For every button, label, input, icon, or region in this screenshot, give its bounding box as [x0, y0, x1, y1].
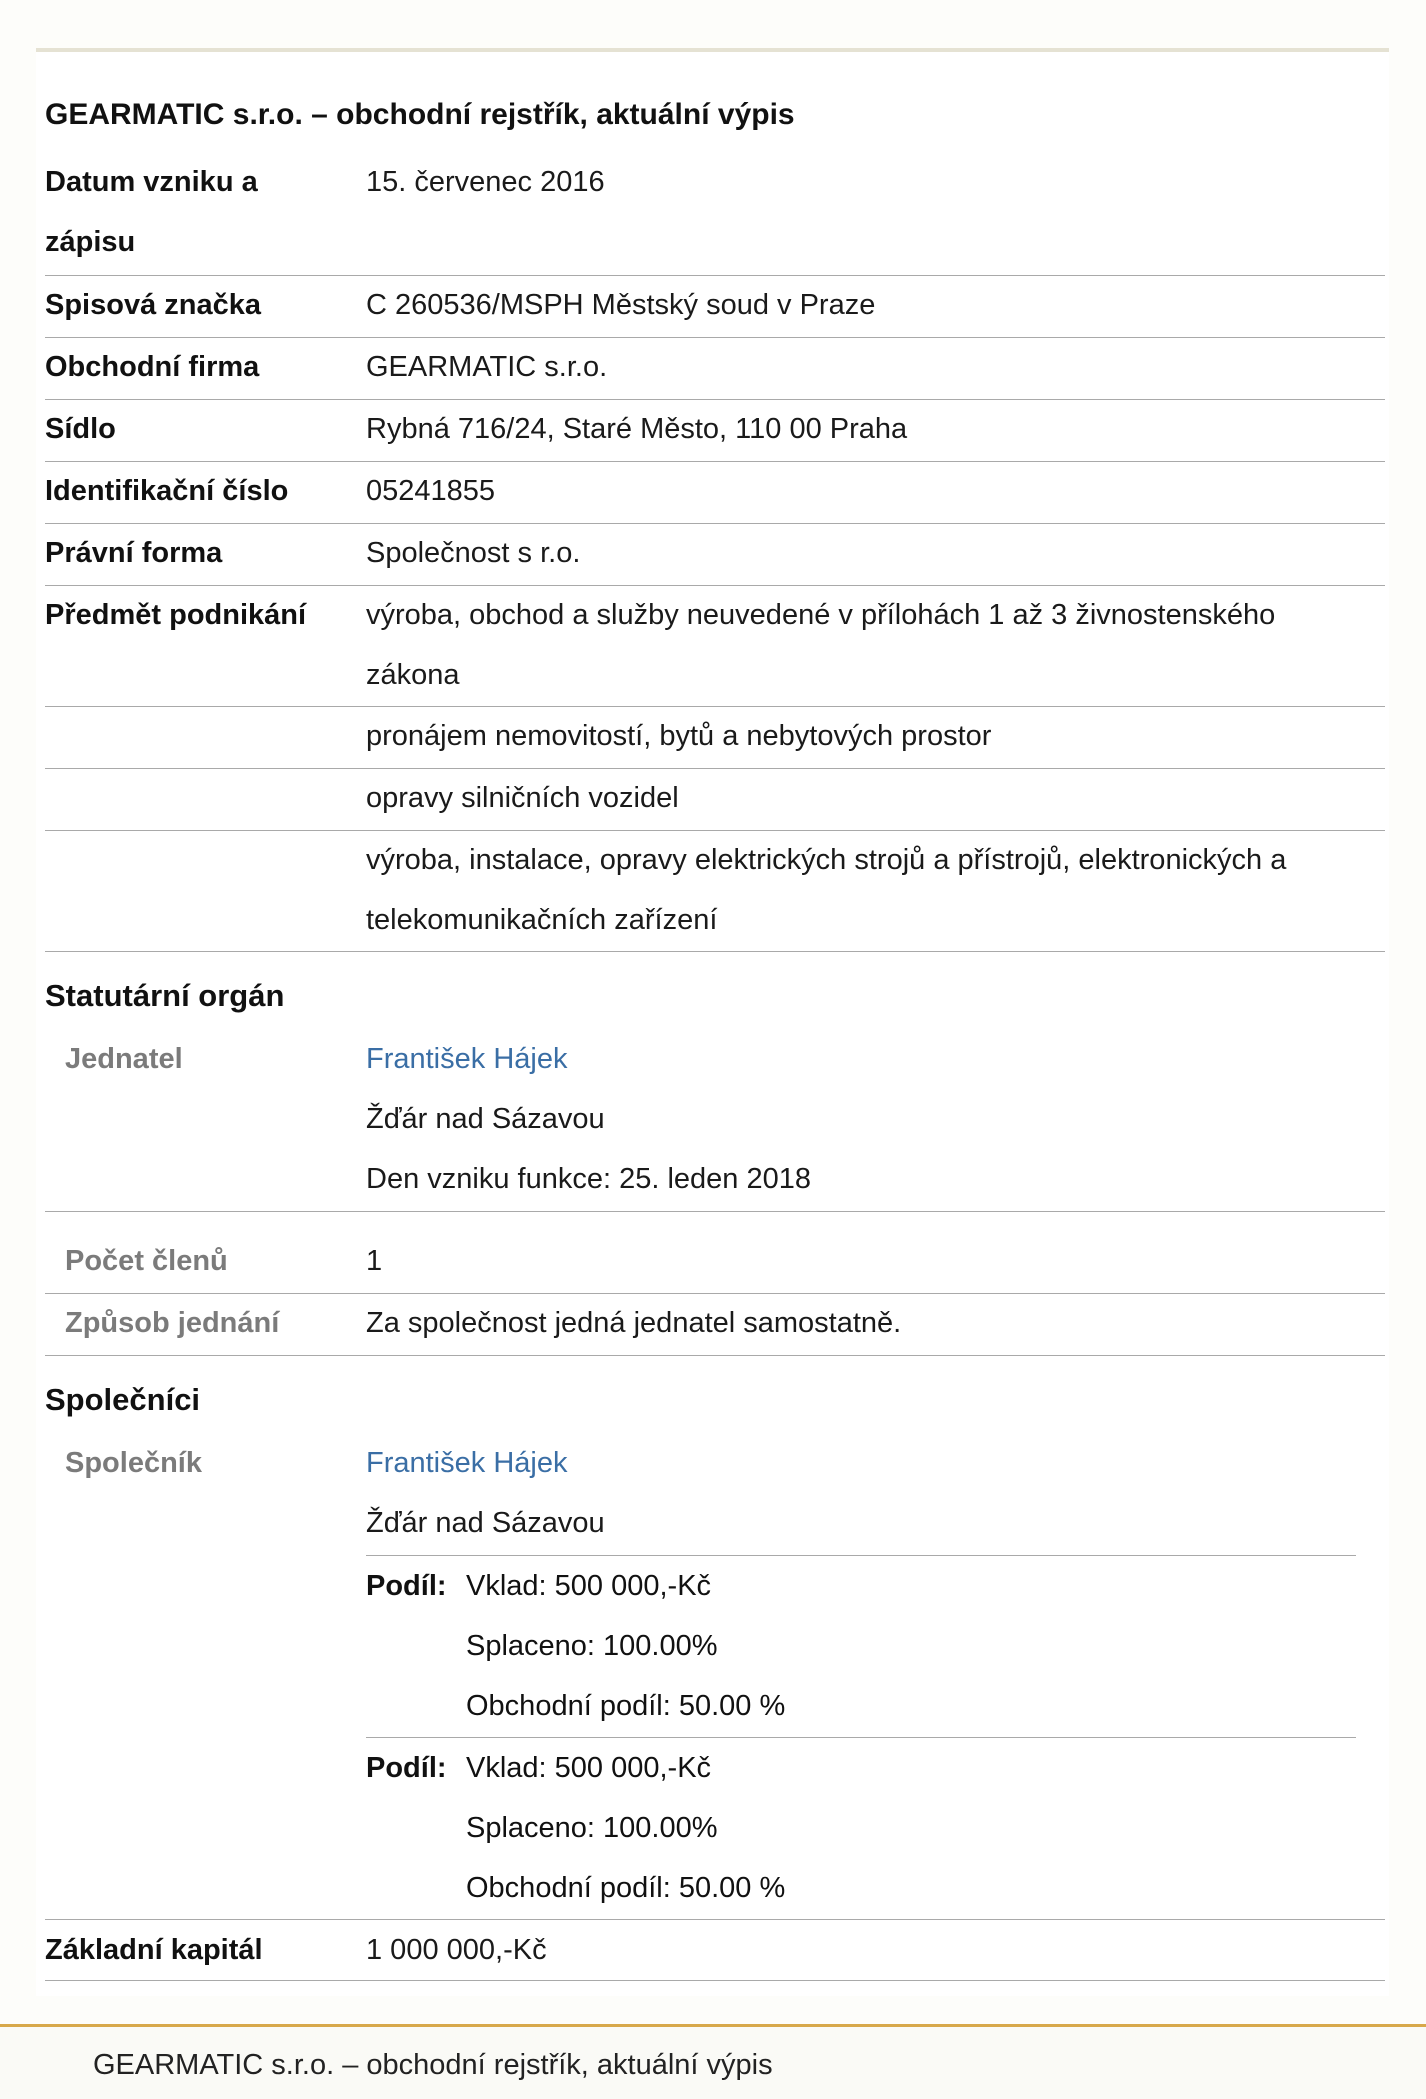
row-predmet-item-2: [45, 706, 1385, 769]
row-identifikacni-cislo: [45, 461, 1385, 524]
row-spisova-znacka: [45, 275, 1385, 338]
jednatel-function-date: Den vzniku funkce: 25. leden 2018: [366, 1163, 811, 1195]
label-pravni-forma: Právní forma: [45, 537, 223, 569]
predmet-item-4-line2: telekomunikačních zařízení: [366, 904, 718, 936]
footer-title: GEARMATIC s.r.o. – obchodní rejstřík, aktuální výpis: [93, 2049, 773, 2081]
label-datum-vzniku: [45, 152, 345, 272]
value-predmet-item: opravy silničních vozidel: [366, 782, 679, 814]
value-datum-vzniku: 15. červenec 2016: [366, 166, 605, 198]
podil-block-1: [366, 1556, 1356, 1736]
label-spisova-znacka: Spisová značka: [45, 289, 261, 321]
row-zakladni-kapital: [45, 1920, 1385, 1981]
row-zpusob-jednani: [45, 1293, 1385, 1356]
podil-obchodni: Obchodní podíl: 50.00 %: [466, 1690, 786, 1722]
value-identifikacni-cislo: 05241855: [366, 475, 496, 507]
label-zpusob-jednani: Způsob jednání: [65, 1307, 280, 1339]
label-spolecnik: Společník: [65, 1447, 202, 1479]
predmet-item-4-line1: výroba, instalace, opravy elektrických strojů a přístrojů, elektronických a: [366, 844, 1287, 876]
row-jednatel: [45, 1029, 1385, 1212]
value-predmet-item: [366, 830, 1376, 950]
row-obchodni-firma: [45, 337, 1385, 400]
row-pocet-clenu: [45, 1231, 1385, 1294]
label-predmet-podnikani: Předmět podnikání: [45, 599, 307, 631]
page-footer: [0, 2024, 1426, 2099]
value-predmet-item: pronájem nemovitostí, bytů a nebytových prostor: [366, 720, 992, 752]
value-obchodni-firma: GEARMATIC s.r.o.: [366, 351, 608, 383]
label-jednatel: Jednatel: [65, 1043, 183, 1075]
podil-obchodni: Obchodní podíl: 50.00 %: [466, 1872, 786, 1904]
value-spolecnik: [366, 1433, 1376, 1553]
row-predmet-item-4: [45, 830, 1385, 952]
value-predmet-item: [366, 585, 1376, 705]
row-datum-vzniku: [45, 152, 1385, 276]
section-heading-statutarni-organ: Statutární orgán: [45, 978, 285, 1013]
value-pocet-clenu: 1: [366, 1245, 383, 1277]
podil-splaceno: Splaceno: 100.00%: [466, 1630, 718, 1662]
podil-block-2: [366, 1738, 1356, 1918]
row-predmet-item-3: [45, 768, 1385, 831]
label-datum-line2: zápisu: [45, 226, 136, 258]
label-obchodni-firma: Obchodní firma: [45, 351, 260, 383]
podil-vklad: Vklad: 500 000,-Kč: [466, 1570, 712, 1602]
predmet-item-1-line2: zákona: [366, 659, 460, 691]
value-jednatel: [366, 1029, 1376, 1209]
value-sidlo: Rybná 716/24, Staré Město, 110 00 Praha: [366, 413, 908, 445]
jednatel-name-link[interactable]: František Hájek: [366, 1043, 568, 1075]
value-spisova-znacka: C 260536/MSPH Městský soud v Praze: [366, 289, 876, 321]
spolecnik-place: Žďár nad Sázavou: [366, 1507, 605, 1539]
label-identifikacni-cislo: Identifikační číslo: [45, 475, 289, 507]
row-sidlo: [45, 399, 1385, 462]
spolecnik-name-link[interactable]: František Hájek: [366, 1447, 568, 1479]
label-sidlo: Sídlo: [45, 413, 116, 445]
podil-label: Podíl:: [366, 1752, 447, 1784]
value-zpusob-jednani: Za společnost jedná jednatel samostatně.: [366, 1307, 902, 1339]
row-pravni-forma: [45, 523, 1385, 586]
label-zakladni-kapital: Základní kapitál: [45, 1934, 263, 1966]
predmet-item-1-line1: výroba, obchod a služby neuvedené v přílohách 1 až 3 živnostenského: [366, 599, 1276, 631]
podil-vklad: Vklad: 500 000,-Kč: [466, 1752, 712, 1784]
label-pocet-clenu: Počet členů: [65, 1245, 228, 1277]
section-heading-spolecnici: Společníci: [45, 1382, 201, 1417]
podil-label: Podíl:: [366, 1570, 447, 1602]
row-spolecnik: [45, 1433, 1385, 1554]
label-datum-line1: Datum vzniku a: [45, 166, 258, 198]
row-predmet-podnikani: [45, 585, 1385, 707]
page-title: GEARMATIC s.r.o. – obchodní rejstřík, aktuální výpis: [45, 98, 795, 131]
jednatel-place: Žďár nad Sázavou: [366, 1103, 605, 1135]
value-pravni-forma: Společnost s r.o.: [366, 537, 581, 569]
podil-splaceno: Splaceno: 100.00%: [466, 1812, 718, 1844]
value-zakladni-kapital: 1 000 000,-Kč: [366, 1934, 547, 1966]
